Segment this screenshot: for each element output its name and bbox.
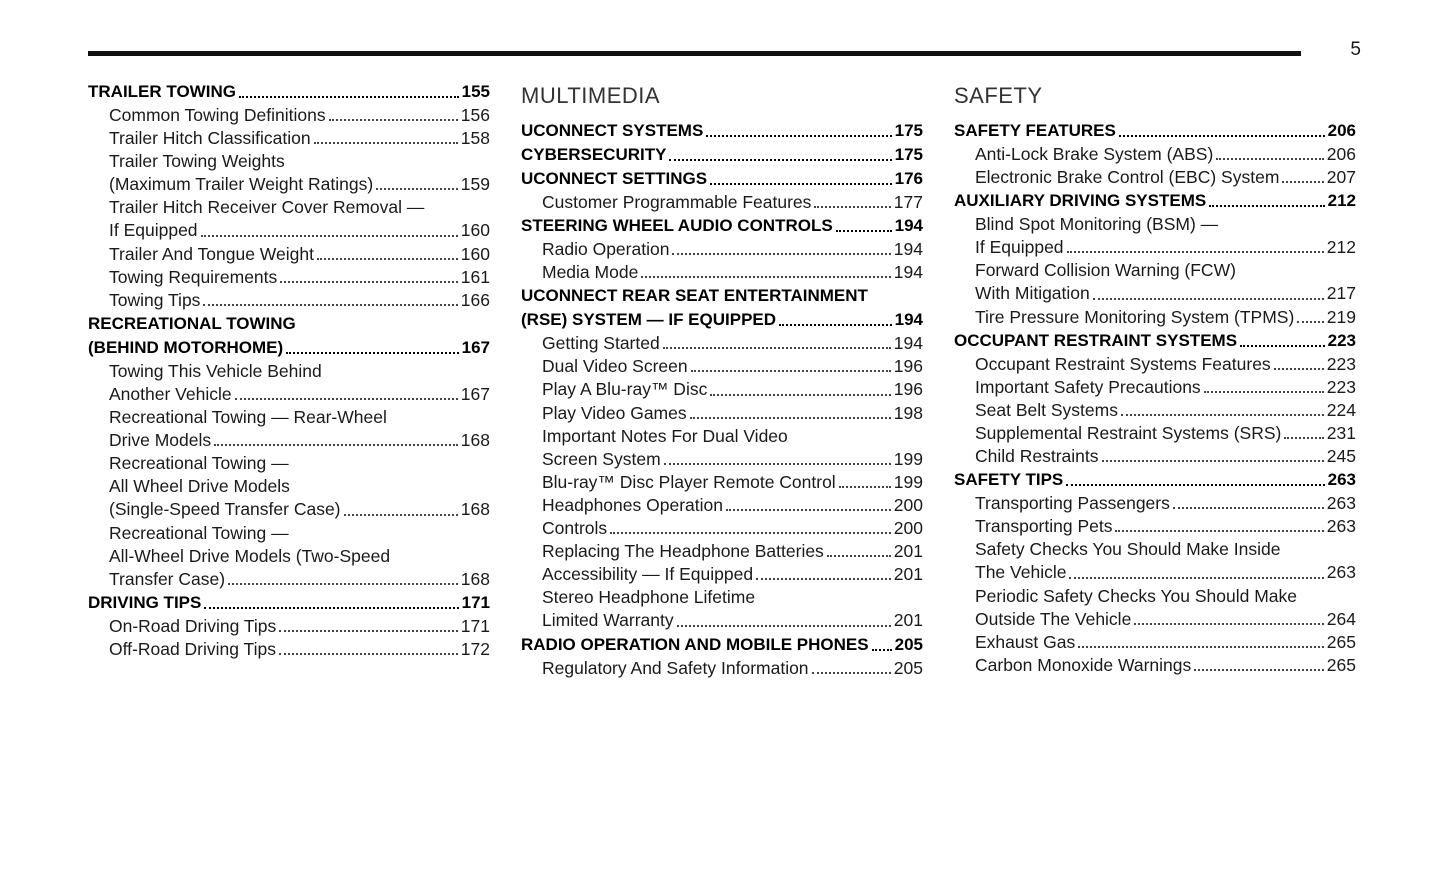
toc-page-number: 263 <box>1326 516 1356 537</box>
toc-entry-title: If Equipped <box>975 237 1064 258</box>
toc-page-number: 205 <box>894 634 923 654</box>
toc-subentry[interactable] <box>521 332 923 355</box>
section-heading: SAFETY <box>954 83 1043 108</box>
dot-leader <box>1067 251 1324 253</box>
toc-entry-title: (Single-Speed Transfer Case) <box>109 499 341 520</box>
dot-leader <box>610 532 891 534</box>
toc-page-number: 194 <box>893 333 923 354</box>
toc-subentry[interactable] <box>954 282 1356 305</box>
toc-subentry[interactable] <box>88 429 490 452</box>
toc-entry-title: Media Mode <box>542 262 639 283</box>
dot-leader <box>344 514 458 516</box>
header-rule <box>88 51 1301 56</box>
dot-leader <box>314 142 458 144</box>
toc-entry-title: Accessibility — If Equipped <box>542 564 754 585</box>
toc-page-number: 175 <box>894 145 923 164</box>
toc-page-number: 171 <box>461 592 490 612</box>
toc-page-number: 194 <box>893 262 923 283</box>
dot-leader <box>204 607 458 609</box>
dot-leader <box>672 253 890 255</box>
toc-page-number: 194 <box>894 310 923 330</box>
toc-subentry[interactable] <box>521 238 923 261</box>
dot-leader <box>827 555 891 557</box>
toc-entry-title: Trailer And Tongue Weight <box>109 243 314 264</box>
toc-subentry[interactable] <box>88 219 490 242</box>
toc-subentry[interactable] <box>954 143 1356 166</box>
toc-entry-title: Transfer Case) <box>109 568 226 589</box>
toc-page-number: 198 <box>893 402 923 423</box>
toc-entry-title: Seat Belt Systems <box>975 399 1118 420</box>
toc-subentry[interactable] <box>88 638 490 661</box>
dot-leader <box>641 276 890 278</box>
toc-entry-title: CYBERSECURITY <box>521 145 667 164</box>
toc-entry-title: Regulatory And Safety Information <box>542 657 809 678</box>
dot-leader <box>710 183 892 185</box>
toc-entry-title: UCONNECT SETTINGS <box>521 169 708 188</box>
toc-entry-title: Screen System <box>542 448 661 469</box>
toc-entry-title: (Maximum Trailer Weight Ratings) <box>109 174 374 195</box>
dot-leader <box>317 258 458 260</box>
toc-subentry[interactable] <box>521 563 923 586</box>
toc-entry-title: Important Safety Precautions <box>975 376 1201 397</box>
toc-entry-title: DRIVING TIPS <box>88 592 202 612</box>
toc-page-number: 168 <box>460 430 490 451</box>
toc-page-number: 201 <box>893 564 923 585</box>
toc-subentry[interactable] <box>88 266 490 289</box>
toc-page-number: 196 <box>893 356 923 377</box>
toc-subentry[interactable] <box>954 166 1356 189</box>
toc-entry-title: Off-Road Driving Tips <box>109 638 276 659</box>
toc-page-number: 177 <box>893 192 923 212</box>
toc-page-number: 205 <box>893 657 923 678</box>
dot-leader <box>1121 414 1324 416</box>
toc-subentry[interactable] <box>954 515 1356 538</box>
toc-page-number: 167 <box>460 383 490 404</box>
toc-page-number: 201 <box>893 610 923 631</box>
toc-page-number: 172 <box>460 638 490 659</box>
toc-entry-title: Anti-Lock Brake System (ABS) <box>975 144 1214 164</box>
toc-entry-title: SAFETY TIPS <box>954 470 1064 490</box>
toc-section-entry[interactable] <box>521 214 923 238</box>
dot-leader <box>691 370 891 372</box>
toc-page-number: 199 <box>893 471 923 492</box>
toc-page-number: 175 <box>894 121 923 140</box>
dot-leader <box>663 347 891 349</box>
dot-leader <box>839 486 891 488</box>
toc-entry-title: RADIO OPERATION AND MOBILE PHONES <box>521 634 869 654</box>
dot-leader <box>812 672 891 674</box>
dot-leader <box>1078 646 1324 648</box>
dot-leader <box>228 583 458 585</box>
toc-subentry[interactable] <box>521 471 923 494</box>
toc-subentry[interactable] <box>88 289 490 312</box>
toc-entry-line: Forward Collision Warning (FCW) <box>975 260 1236 281</box>
toc-entry-line: RECREATIONAL TOWING <box>88 313 296 333</box>
dot-leader <box>376 188 458 190</box>
toc-entry-title: Exhaust Gas <box>975 631 1076 652</box>
toc-entry-line: Safety Checks You Should Make Inside <box>975 539 1281 560</box>
toc-page-number: 199 <box>893 448 923 469</box>
toc-entry-title: The Vehicle <box>975 562 1067 583</box>
toc-section-entry[interactable] <box>954 468 1356 492</box>
toc-entry-line: UCONNECT REAR SEAT ENTERTAINMENT <box>521 286 868 306</box>
dot-leader <box>1115 530 1323 532</box>
toc-page-number: 219 <box>1326 306 1356 327</box>
toc-subentry[interactable] <box>88 127 490 150</box>
toc-entry-line: Recreational Towing — Rear-Wheel <box>109 407 387 428</box>
dot-leader <box>677 625 891 627</box>
toc-column-3 <box>954 80 1356 677</box>
toc-page-number: 160 <box>460 220 490 241</box>
toc-entry-title: Replacing The Headphone Batteries <box>542 541 824 562</box>
toc-entry-title: (BEHIND MOTORHOME) <box>88 337 284 357</box>
dot-leader <box>1194 669 1324 671</box>
toc-column-1 <box>88 80 490 661</box>
toc-page-number: 171 <box>460 615 490 636</box>
toc-page-number: 245 <box>1326 446 1356 467</box>
toc-subentry[interactable] <box>954 399 1356 422</box>
toc-page-number: 265 <box>1326 654 1356 675</box>
toc-column-2 <box>521 80 923 680</box>
toc-entry-line: Trailer Hitch Receiver Cover Removal — <box>109 197 425 218</box>
toc-entry-title: Dual Video Screen <box>542 356 688 377</box>
dot-leader <box>214 444 458 446</box>
toc-entry-title: Common Towing Definitions <box>109 105 326 125</box>
toc-subentry[interactable] <box>954 608 1356 631</box>
toc-page-number: 264 <box>1326 608 1356 629</box>
dot-leader <box>239 96 459 98</box>
toc-page-number: 194 <box>893 239 923 260</box>
toc-subentry[interactable] <box>521 609 923 632</box>
toc-section-entry[interactable] <box>88 591 490 615</box>
toc-entry-line: Stereo Headphone Lifetime <box>542 587 756 608</box>
toc-section-entry[interactable] <box>88 80 490 104</box>
toc-subentry[interactable] <box>88 383 490 406</box>
toc-subentry[interactable] <box>521 355 923 378</box>
toc-subentry[interactable] <box>954 445 1356 468</box>
toc-entry-title: Headphones Operation <box>542 494 723 515</box>
toc-entry-title: On-Road Driving Tips <box>109 615 277 636</box>
toc-entry-line: Recreational Towing — <box>109 453 289 474</box>
toc-page-number: 158 <box>460 128 490 149</box>
toc-subentry[interactable] <box>954 492 1356 515</box>
toc-page-number: 155 <box>461 82 490 101</box>
toc-page-number: 156 <box>460 105 490 125</box>
toc-entry-title: Play Video Games <box>542 402 687 423</box>
toc-page-number: 224 <box>1326 399 1356 420</box>
dot-leader <box>1102 460 1324 462</box>
toc-page-number: 159 <box>460 174 490 195</box>
dot-leader <box>706 135 891 137</box>
toc-entry-title: If Equipped <box>109 220 198 241</box>
dot-leader <box>1134 623 1323 625</box>
toc-subentry[interactable] <box>521 378 923 401</box>
dot-leader <box>1297 321 1324 323</box>
toc-entry-line: Towing This Vehicle Behind <box>109 360 322 381</box>
toc-page-number: 265 <box>1326 631 1356 652</box>
toc-subentry[interactable] <box>88 243 490 266</box>
toc-entry-title: Limited Warranty <box>542 610 674 631</box>
toc-subentry[interactable] <box>88 615 490 638</box>
dot-leader <box>1173 507 1324 509</box>
dot-leader <box>1066 484 1324 486</box>
toc-entry-title: (RSE) SYSTEM — IF EQUIPPED <box>521 310 777 330</box>
toc-entry-line: Recreational Towing — <box>109 522 289 543</box>
toc-entry-title: Tire Pressure Monitoring System (TPMS) <box>975 306 1295 327</box>
toc-section-entry[interactable] <box>954 119 1356 143</box>
dot-leader <box>872 649 892 651</box>
toc-page-number: 194 <box>894 216 923 236</box>
toc-page-number: 160 <box>460 243 490 264</box>
toc-section-entry[interactable] <box>88 336 490 360</box>
toc-subentry[interactable] <box>521 191 923 214</box>
dot-leader <box>1204 391 1324 393</box>
toc-entry-line: Important Notes For Dual Video <box>542 425 788 446</box>
dot-leader <box>286 352 458 354</box>
toc-subentry[interactable] <box>954 353 1356 376</box>
toc-subentry[interactable] <box>954 654 1356 677</box>
toc-entry-title: With Mitigation <box>975 283 1090 304</box>
dot-leader <box>664 463 891 465</box>
toc-entry-title: Transporting Pets <box>975 516 1113 537</box>
toc-section-entry[interactable] <box>954 189 1356 213</box>
dot-leader <box>690 417 891 419</box>
toc-entry-title: Radio Operation <box>542 239 670 260</box>
toc-subentry[interactable] <box>954 631 1356 654</box>
toc-entry-title: Electronic Brake Control (EBC) System <box>975 167 1280 188</box>
toc-page-number: 223 <box>1327 330 1356 350</box>
toc-subentry[interactable] <box>521 402 923 425</box>
dot-leader <box>203 304 457 306</box>
toc-page-number: 167 <box>461 337 490 357</box>
dot-leader <box>836 230 892 232</box>
toc-entry-title: Blu-ray™ Disc Player Remote Control <box>542 471 836 492</box>
section-heading: MULTIMEDIA <box>521 83 661 108</box>
toc-page-number: 217 <box>1326 283 1356 304</box>
toc-entry-title: AUXILIARY DRIVING SYSTEMS <box>954 191 1207 211</box>
toc-page-number: 168 <box>460 568 490 589</box>
dot-leader <box>1284 437 1323 439</box>
toc-entry-title: Drive Models <box>109 430 212 451</box>
toc-entry-title: OCCUPANT RESTRAINT SYSTEMS <box>954 330 1238 350</box>
toc-page-number: 212 <box>1326 237 1356 258</box>
toc-entry-title: SAFETY FEATURES <box>954 121 1116 140</box>
dot-leader <box>1209 205 1324 207</box>
toc-page-number: 201 <box>893 541 923 562</box>
toc-page-number: 223 <box>1326 376 1356 397</box>
toc-entry-title: Trailer Hitch Classification <box>109 128 311 149</box>
dot-leader <box>710 394 890 396</box>
dot-leader <box>1282 181 1323 183</box>
toc-entry-title: Supplemental Restraint Systems (SRS) <box>975 422 1282 443</box>
toc-page-number: 263 <box>1326 493 1356 514</box>
toc-page-number: 231 <box>1326 422 1356 443</box>
toc-subentry[interactable] <box>88 173 490 196</box>
toc-entry-line: All-Wheel Drive Models (Two-Speed <box>109 545 391 566</box>
toc-entry-title: Transporting Passengers <box>975 493 1170 514</box>
toc-page-number: 263 <box>1327 470 1356 490</box>
dot-leader <box>280 281 458 283</box>
toc-subentry[interactable] <box>954 561 1356 584</box>
toc-subentry[interactable] <box>88 568 490 591</box>
dot-leader <box>235 398 458 400</box>
toc-entry-title: UCONNECT SYSTEMS <box>521 121 704 140</box>
toc-page-number: 212 <box>1327 191 1356 211</box>
toc-subentry[interactable] <box>954 236 1356 259</box>
toc-subentry[interactable] <box>521 657 923 680</box>
toc-entry-line: Blind Spot Monitoring (BSM) — <box>975 214 1219 235</box>
toc-page-number: 196 <box>893 379 923 400</box>
toc-section-entry[interactable] <box>954 329 1356 353</box>
toc-entry-line: Trailer Towing Weights <box>109 151 285 172</box>
toc-subentry[interactable] <box>521 540 923 563</box>
toc-entry-title: STEERING WHEEL AUDIO CONTROLS <box>521 216 833 236</box>
page-number: 5 <box>1350 39 1361 60</box>
dot-leader <box>1093 298 1324 300</box>
dot-leader <box>814 206 890 208</box>
dot-leader <box>669 159 891 161</box>
toc-subentry[interactable] <box>521 517 923 540</box>
dot-leader <box>756 578 891 580</box>
toc-page-number: 207 <box>1326 167 1356 188</box>
toc-page-number: 223 <box>1326 353 1356 374</box>
toc-entry-title: Child Restraints <box>975 446 1099 467</box>
toc-page-number: 168 <box>460 499 490 520</box>
toc-subentry[interactable] <box>521 261 923 284</box>
toc-entry-title: Another Vehicle <box>109 383 232 404</box>
toc-page-number: 200 <box>893 494 923 515</box>
toc-subentry[interactable] <box>954 376 1356 399</box>
dot-leader <box>1069 577 1323 579</box>
toc-page-number: 166 <box>460 289 490 310</box>
toc-entry-title: Getting Started <box>542 333 660 354</box>
toc-page-number: 206 <box>1327 121 1356 140</box>
toc-section-entry[interactable] <box>521 167 923 191</box>
toc-entry-title: Towing Tips <box>109 289 201 310</box>
toc-entry-title: Outside The Vehicle <box>975 608 1132 629</box>
toc-section-entry[interactable] <box>521 308 923 332</box>
toc-entry-title: TRAILER TOWING <box>88 82 236 101</box>
dot-leader <box>726 509 891 511</box>
toc-page-number: 161 <box>460 266 490 287</box>
toc-entry-title: Towing Requirements <box>109 266 278 287</box>
dot-leader <box>779 324 892 326</box>
toc-subentry[interactable] <box>954 422 1356 445</box>
toc-section-entry[interactable] <box>521 143 923 167</box>
toc-page-number: 200 <box>893 518 923 539</box>
toc-entry-title: Carbon Monoxide Warnings <box>975 654 1192 675</box>
dot-leader <box>329 119 458 121</box>
toc-page-number: 206 <box>1326 144 1356 164</box>
dot-leader <box>279 630 458 632</box>
dot-leader <box>201 235 458 237</box>
toc-subentry[interactable] <box>954 306 1356 329</box>
toc-subentry[interactable] <box>88 104 490 127</box>
toc-subentry[interactable] <box>521 448 923 471</box>
dot-leader <box>1240 345 1325 347</box>
toc-entry-title: Occupant Restraint Systems Features <box>975 353 1271 374</box>
toc-section-entry[interactable] <box>521 633 923 657</box>
toc-subentry[interactable] <box>521 494 923 517</box>
toc-entry-line: All Wheel Drive Models <box>109 476 290 497</box>
toc-page-number: 263 <box>1326 562 1356 583</box>
dot-leader <box>1216 158 1324 160</box>
dot-leader <box>1274 368 1324 370</box>
toc-section-entry[interactable] <box>521 119 923 143</box>
toc-entry-title: Controls <box>542 518 608 539</box>
toc-page-number: 176 <box>894 169 923 188</box>
toc-subentry[interactable] <box>88 498 490 521</box>
dot-leader <box>279 653 458 655</box>
dot-leader <box>1119 135 1325 137</box>
toc-entry-title: Play A Blu-ray™ Disc <box>542 379 708 400</box>
toc-entry-line: Periodic Safety Checks You Should Make <box>975 585 1297 606</box>
toc-entry-title: Customer Programmable Features <box>542 192 812 212</box>
